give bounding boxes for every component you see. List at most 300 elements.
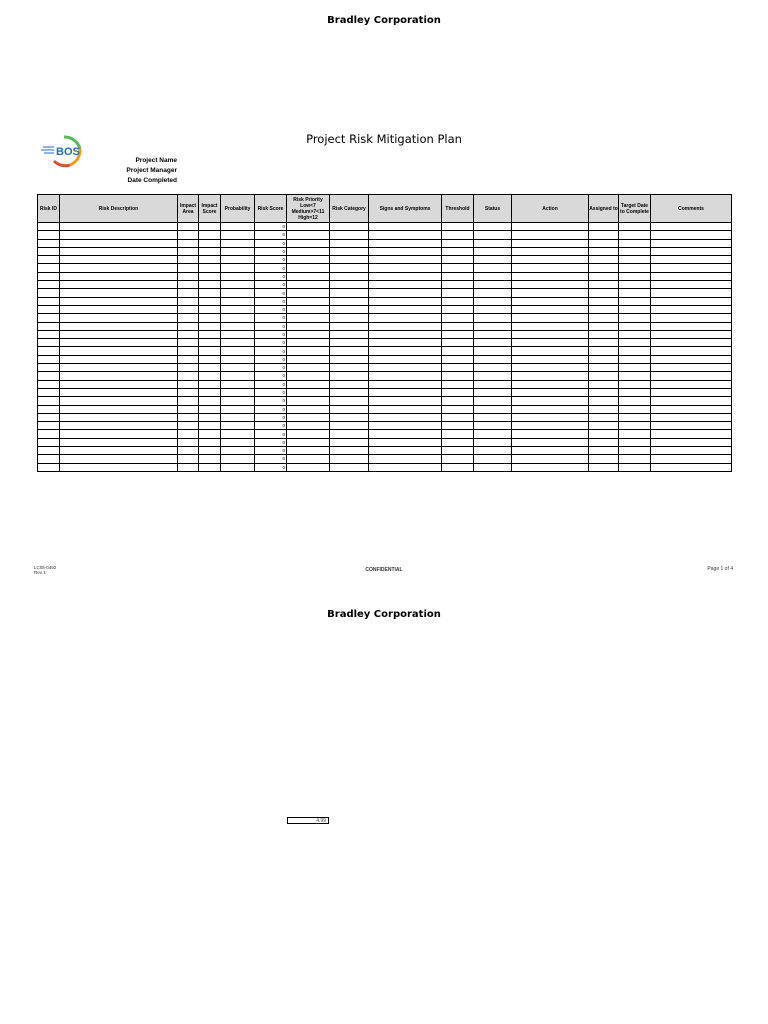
table-cell[interactable] bbox=[369, 297, 442, 305]
table-cell[interactable] bbox=[287, 247, 330, 255]
table-cell[interactable] bbox=[651, 264, 732, 272]
table-cell[interactable] bbox=[474, 372, 512, 380]
table-cell[interactable] bbox=[330, 372, 369, 380]
table-cell[interactable] bbox=[38, 322, 60, 330]
table-cell[interactable] bbox=[474, 463, 512, 471]
table-cell[interactable] bbox=[474, 364, 512, 372]
table-cell[interactable] bbox=[619, 347, 651, 355]
table-cell[interactable] bbox=[369, 281, 442, 289]
table-cell[interactable] bbox=[369, 272, 442, 280]
risk-score-cell[interactable]: 0 bbox=[255, 347, 287, 355]
table-cell[interactable] bbox=[369, 388, 442, 396]
table-cell[interactable] bbox=[442, 364, 474, 372]
table-cell[interactable] bbox=[512, 388, 589, 396]
table-cell[interactable] bbox=[442, 305, 474, 313]
risk-score-cell[interactable]: 0 bbox=[255, 223, 287, 231]
table-cell[interactable] bbox=[38, 297, 60, 305]
table-cell[interactable] bbox=[589, 314, 619, 322]
table-cell[interactable] bbox=[178, 380, 199, 388]
table-cell[interactable] bbox=[474, 347, 512, 355]
table-cell[interactable] bbox=[330, 422, 369, 430]
table-cell[interactable] bbox=[199, 430, 221, 438]
table-cell[interactable] bbox=[619, 339, 651, 347]
table-cell[interactable] bbox=[651, 305, 732, 313]
table-cell[interactable] bbox=[651, 455, 732, 463]
table-cell[interactable] bbox=[60, 339, 178, 347]
table-cell[interactable] bbox=[38, 231, 60, 239]
table-cell[interactable] bbox=[38, 463, 60, 471]
table-cell[interactable] bbox=[38, 372, 60, 380]
table-cell[interactable] bbox=[60, 347, 178, 355]
table-cell[interactable] bbox=[60, 438, 178, 446]
table-cell[interactable] bbox=[512, 231, 589, 239]
table-cell[interactable] bbox=[199, 455, 221, 463]
table-cell[interactable] bbox=[442, 372, 474, 380]
table-cell[interactable] bbox=[589, 422, 619, 430]
table-cell[interactable] bbox=[178, 463, 199, 471]
table-cell[interactable] bbox=[651, 380, 732, 388]
table-cell[interactable] bbox=[474, 281, 512, 289]
table-cell[interactable] bbox=[619, 438, 651, 446]
table-cell[interactable] bbox=[651, 339, 732, 347]
table-cell[interactable] bbox=[369, 289, 442, 297]
table-cell[interactable] bbox=[287, 264, 330, 272]
table-cell[interactable] bbox=[330, 305, 369, 313]
table-cell[interactable] bbox=[512, 239, 589, 247]
table-cell[interactable] bbox=[474, 305, 512, 313]
table-cell[interactable] bbox=[178, 339, 199, 347]
table-cell[interactable] bbox=[619, 256, 651, 264]
table-cell[interactable] bbox=[474, 455, 512, 463]
table-cell[interactable] bbox=[38, 355, 60, 363]
table-cell[interactable] bbox=[178, 330, 199, 338]
table-cell[interactable] bbox=[38, 388, 60, 396]
table-cell[interactable] bbox=[287, 305, 330, 313]
risk-score-cell[interactable]: 0 bbox=[255, 272, 287, 280]
table-cell[interactable] bbox=[199, 239, 221, 247]
table-cell[interactable] bbox=[619, 463, 651, 471]
table-cell[interactable] bbox=[330, 347, 369, 355]
table-cell[interactable] bbox=[38, 339, 60, 347]
table-cell[interactable] bbox=[221, 322, 255, 330]
table-cell[interactable] bbox=[330, 281, 369, 289]
table-cell[interactable] bbox=[330, 239, 369, 247]
table-cell[interactable] bbox=[38, 247, 60, 255]
table-cell[interactable] bbox=[38, 305, 60, 313]
table-cell[interactable] bbox=[651, 430, 732, 438]
table-cell[interactable] bbox=[619, 413, 651, 421]
table-cell[interactable] bbox=[442, 355, 474, 363]
table-cell[interactable] bbox=[589, 438, 619, 446]
table-cell[interactable] bbox=[619, 364, 651, 372]
table-cell[interactable] bbox=[330, 380, 369, 388]
table-cell[interactable] bbox=[330, 447, 369, 455]
table-cell[interactable] bbox=[287, 405, 330, 413]
table-cell[interactable] bbox=[38, 430, 60, 438]
table-cell[interactable] bbox=[651, 447, 732, 455]
table-cell[interactable] bbox=[474, 422, 512, 430]
table-cell[interactable] bbox=[221, 372, 255, 380]
table-cell[interactable] bbox=[199, 355, 221, 363]
table-cell[interactable] bbox=[178, 397, 199, 405]
table-cell[interactable] bbox=[512, 330, 589, 338]
risk-score-cell[interactable]: 0 bbox=[255, 322, 287, 330]
table-cell[interactable] bbox=[369, 339, 442, 347]
table-cell[interactable] bbox=[221, 388, 255, 396]
table-cell[interactable] bbox=[199, 256, 221, 264]
risk-score-cell[interactable]: 0 bbox=[255, 256, 287, 264]
table-cell[interactable] bbox=[287, 339, 330, 347]
table-cell[interactable] bbox=[38, 314, 60, 322]
table-cell[interactable] bbox=[60, 463, 178, 471]
table-cell[interactable] bbox=[619, 239, 651, 247]
table-cell[interactable] bbox=[512, 422, 589, 430]
table-cell[interactable] bbox=[38, 272, 60, 280]
table-cell[interactable] bbox=[651, 355, 732, 363]
table-cell[interactable] bbox=[474, 405, 512, 413]
table-cell[interactable] bbox=[60, 281, 178, 289]
table-cell[interactable] bbox=[199, 372, 221, 380]
table-cell[interactable] bbox=[619, 289, 651, 297]
table-cell[interactable] bbox=[178, 364, 199, 372]
table-cell[interactable] bbox=[221, 281, 255, 289]
table-cell[interactable] bbox=[474, 339, 512, 347]
risk-score-cell[interactable]: 0 bbox=[255, 231, 287, 239]
table-cell[interactable] bbox=[199, 413, 221, 421]
table-cell[interactable] bbox=[287, 355, 330, 363]
table-cell[interactable] bbox=[512, 405, 589, 413]
table-cell[interactable] bbox=[38, 281, 60, 289]
table-cell[interactable] bbox=[38, 223, 60, 231]
table-cell[interactable] bbox=[60, 256, 178, 264]
table-cell[interactable] bbox=[221, 231, 255, 239]
risk-score-cell[interactable]: 0 bbox=[255, 380, 287, 388]
table-cell[interactable] bbox=[442, 231, 474, 239]
table-cell[interactable] bbox=[589, 247, 619, 255]
table-cell[interactable] bbox=[619, 372, 651, 380]
table-cell[interactable] bbox=[60, 297, 178, 305]
table-cell[interactable] bbox=[178, 239, 199, 247]
table-cell[interactable] bbox=[287, 388, 330, 396]
table-cell[interactable] bbox=[442, 256, 474, 264]
table-cell[interactable] bbox=[330, 405, 369, 413]
table-cell[interactable] bbox=[287, 223, 330, 231]
risk-score-cell[interactable]: 0 bbox=[255, 438, 287, 446]
table-cell[interactable] bbox=[330, 397, 369, 405]
table-cell[interactable] bbox=[512, 256, 589, 264]
table-cell[interactable] bbox=[619, 422, 651, 430]
table-cell[interactable] bbox=[369, 430, 442, 438]
table-cell[interactable] bbox=[287, 447, 330, 455]
table-cell[interactable] bbox=[178, 314, 199, 322]
table-cell[interactable] bbox=[178, 430, 199, 438]
table-cell[interactable] bbox=[619, 297, 651, 305]
risk-score-cell[interactable]: 0 bbox=[255, 455, 287, 463]
table-cell[interactable] bbox=[178, 223, 199, 231]
table-cell[interactable] bbox=[442, 455, 474, 463]
table-cell[interactable] bbox=[442, 314, 474, 322]
table-cell[interactable] bbox=[512, 372, 589, 380]
table-cell[interactable] bbox=[369, 231, 442, 239]
table-cell[interactable] bbox=[651, 397, 732, 405]
table-cell[interactable] bbox=[474, 231, 512, 239]
table-cell[interactable] bbox=[651, 347, 732, 355]
table-cell[interactable] bbox=[651, 364, 732, 372]
table-cell[interactable] bbox=[330, 455, 369, 463]
table-cell[interactable] bbox=[199, 463, 221, 471]
table-cell[interactable] bbox=[512, 397, 589, 405]
table-cell[interactable] bbox=[60, 380, 178, 388]
table-cell[interactable] bbox=[199, 223, 221, 231]
table-cell[interactable] bbox=[442, 422, 474, 430]
table-cell[interactable] bbox=[38, 397, 60, 405]
table-cell[interactable] bbox=[178, 455, 199, 463]
table-cell[interactable] bbox=[619, 380, 651, 388]
table-cell[interactable] bbox=[619, 388, 651, 396]
table-cell[interactable] bbox=[60, 430, 178, 438]
table-cell[interactable] bbox=[619, 430, 651, 438]
table-cell[interactable] bbox=[589, 397, 619, 405]
table-cell[interactable] bbox=[199, 380, 221, 388]
table-cell[interactable] bbox=[178, 447, 199, 455]
table-cell[interactable] bbox=[330, 272, 369, 280]
table-cell[interactable] bbox=[651, 330, 732, 338]
table-cell[interactable] bbox=[60, 364, 178, 372]
table-cell[interactable] bbox=[589, 264, 619, 272]
table-cell[interactable] bbox=[589, 330, 619, 338]
table-cell[interactable] bbox=[60, 223, 178, 231]
risk-score-cell[interactable]: 0 bbox=[255, 405, 287, 413]
table-cell[interactable] bbox=[287, 438, 330, 446]
table-cell[interactable] bbox=[199, 314, 221, 322]
table-cell[interactable] bbox=[651, 223, 732, 231]
table-cell[interactable] bbox=[619, 397, 651, 405]
table-cell[interactable] bbox=[442, 380, 474, 388]
table-cell[interactable] bbox=[60, 264, 178, 272]
risk-score-cell[interactable]: 0 bbox=[255, 430, 287, 438]
table-cell[interactable] bbox=[60, 247, 178, 255]
table-cell[interactable] bbox=[474, 447, 512, 455]
table-cell[interactable] bbox=[221, 355, 255, 363]
table-cell[interactable] bbox=[369, 347, 442, 355]
table-cell[interactable] bbox=[619, 231, 651, 239]
table-cell[interactable] bbox=[221, 422, 255, 430]
table-cell[interactable] bbox=[589, 223, 619, 231]
table-cell[interactable] bbox=[651, 388, 732, 396]
table-cell[interactable] bbox=[512, 264, 589, 272]
table-cell[interactable] bbox=[38, 239, 60, 247]
table-cell[interactable] bbox=[512, 272, 589, 280]
table-cell[interactable] bbox=[442, 264, 474, 272]
table-cell[interactable] bbox=[199, 305, 221, 313]
table-cell[interactable] bbox=[589, 447, 619, 455]
table-cell[interactable] bbox=[619, 272, 651, 280]
table-cell[interactable] bbox=[221, 413, 255, 421]
table-cell[interactable] bbox=[60, 239, 178, 247]
table-cell[interactable] bbox=[178, 322, 199, 330]
table-cell[interactable] bbox=[619, 223, 651, 231]
table-cell[interactable] bbox=[199, 281, 221, 289]
table-cell[interactable] bbox=[512, 430, 589, 438]
table-cell[interactable] bbox=[442, 322, 474, 330]
table-cell[interactable] bbox=[199, 289, 221, 297]
risk-score-cell[interactable]: 0 bbox=[255, 247, 287, 255]
table-cell[interactable] bbox=[512, 355, 589, 363]
table-cell[interactable] bbox=[651, 239, 732, 247]
table-cell[interactable] bbox=[512, 413, 589, 421]
table-cell[interactable] bbox=[330, 223, 369, 231]
table-cell[interactable] bbox=[221, 247, 255, 255]
table-cell[interactable] bbox=[38, 447, 60, 455]
table-cell[interactable] bbox=[221, 430, 255, 438]
table-cell[interactable] bbox=[442, 281, 474, 289]
risk-score-cell[interactable]: 0 bbox=[255, 330, 287, 338]
table-cell[interactable] bbox=[589, 372, 619, 380]
table-cell[interactable] bbox=[474, 223, 512, 231]
table-cell[interactable] bbox=[199, 297, 221, 305]
table-cell[interactable] bbox=[330, 322, 369, 330]
table-cell[interactable] bbox=[512, 455, 589, 463]
table-cell[interactable] bbox=[287, 272, 330, 280]
table-cell[interactable] bbox=[221, 305, 255, 313]
table-cell[interactable] bbox=[60, 372, 178, 380]
table-cell[interactable] bbox=[330, 339, 369, 347]
table-cell[interactable] bbox=[651, 247, 732, 255]
table-cell[interactable] bbox=[178, 388, 199, 396]
table-cell[interactable] bbox=[60, 272, 178, 280]
table-cell[interactable] bbox=[330, 388, 369, 396]
table-cell[interactable] bbox=[287, 239, 330, 247]
table-cell[interactable] bbox=[589, 413, 619, 421]
table-cell[interactable] bbox=[589, 305, 619, 313]
table-cell[interactable] bbox=[178, 281, 199, 289]
table-cell[interactable] bbox=[330, 330, 369, 338]
table-cell[interactable] bbox=[589, 364, 619, 372]
table-cell[interactable] bbox=[38, 422, 60, 430]
table-cell[interactable] bbox=[38, 256, 60, 264]
table-cell[interactable] bbox=[369, 405, 442, 413]
table-cell[interactable] bbox=[512, 314, 589, 322]
table-cell[interactable] bbox=[474, 380, 512, 388]
table-cell[interactable] bbox=[619, 330, 651, 338]
table-cell[interactable] bbox=[474, 413, 512, 421]
table-cell[interactable] bbox=[619, 447, 651, 455]
table-cell[interactable] bbox=[442, 463, 474, 471]
table-cell[interactable] bbox=[330, 463, 369, 471]
table-cell[interactable] bbox=[287, 413, 330, 421]
table-cell[interactable] bbox=[60, 314, 178, 322]
table-cell[interactable] bbox=[442, 239, 474, 247]
table-cell[interactable] bbox=[589, 339, 619, 347]
table-cell[interactable] bbox=[474, 239, 512, 247]
table-cell[interactable] bbox=[199, 231, 221, 239]
table-cell[interactable] bbox=[221, 339, 255, 347]
table-cell[interactable] bbox=[474, 297, 512, 305]
table-cell[interactable] bbox=[442, 413, 474, 421]
table-cell[interactable] bbox=[221, 330, 255, 338]
table-cell[interactable] bbox=[651, 256, 732, 264]
table-cell[interactable] bbox=[512, 364, 589, 372]
table-cell[interactable] bbox=[330, 364, 369, 372]
table-cell[interactable] bbox=[512, 297, 589, 305]
table-cell[interactable] bbox=[651, 405, 732, 413]
table-cell[interactable] bbox=[474, 314, 512, 322]
table-cell[interactable] bbox=[199, 405, 221, 413]
table-cell[interactable] bbox=[512, 463, 589, 471]
table-cell[interactable] bbox=[442, 247, 474, 255]
table-cell[interactable] bbox=[287, 422, 330, 430]
table-cell[interactable] bbox=[287, 256, 330, 264]
table-cell[interactable] bbox=[369, 372, 442, 380]
table-cell[interactable] bbox=[330, 314, 369, 322]
table-cell[interactable] bbox=[651, 231, 732, 239]
table-cell[interactable] bbox=[369, 422, 442, 430]
table-cell[interactable] bbox=[287, 455, 330, 463]
table-cell[interactable] bbox=[442, 339, 474, 347]
table-cell[interactable] bbox=[38, 264, 60, 272]
table-cell[interactable] bbox=[60, 397, 178, 405]
risk-score-cell[interactable]: 0 bbox=[255, 239, 287, 247]
table-cell[interactable] bbox=[178, 405, 199, 413]
table-cell[interactable] bbox=[651, 463, 732, 471]
table-cell[interactable] bbox=[287, 281, 330, 289]
risk-score-cell[interactable]: 0 bbox=[255, 305, 287, 313]
table-cell[interactable] bbox=[199, 388, 221, 396]
table-cell[interactable] bbox=[60, 231, 178, 239]
risk-score-cell[interactable]: 0 bbox=[255, 413, 287, 421]
table-cell[interactable] bbox=[442, 347, 474, 355]
table-cell[interactable] bbox=[442, 297, 474, 305]
table-cell[interactable] bbox=[442, 430, 474, 438]
table-cell[interactable] bbox=[589, 388, 619, 396]
table-cell[interactable] bbox=[38, 413, 60, 421]
table-cell[interactable] bbox=[512, 447, 589, 455]
table-cell[interactable] bbox=[287, 397, 330, 405]
table-cell[interactable] bbox=[287, 430, 330, 438]
table-cell[interactable] bbox=[619, 405, 651, 413]
table-cell[interactable] bbox=[589, 455, 619, 463]
table-cell[interactable] bbox=[651, 438, 732, 446]
table-cell[interactable] bbox=[199, 322, 221, 330]
table-cell[interactable] bbox=[512, 305, 589, 313]
table-cell[interactable] bbox=[442, 397, 474, 405]
table-cell[interactable] bbox=[589, 347, 619, 355]
table-cell[interactable] bbox=[512, 380, 589, 388]
table-cell[interactable] bbox=[369, 455, 442, 463]
table-cell[interactable] bbox=[474, 438, 512, 446]
table-cell[interactable] bbox=[651, 314, 732, 322]
table-cell[interactable] bbox=[369, 223, 442, 231]
risk-score-cell[interactable]: 0 bbox=[255, 297, 287, 305]
table-cell[interactable] bbox=[60, 422, 178, 430]
table-cell[interactable] bbox=[369, 355, 442, 363]
table-cell[interactable] bbox=[474, 256, 512, 264]
table-cell[interactable] bbox=[474, 330, 512, 338]
risk-score-cell[interactable]: 0 bbox=[255, 422, 287, 430]
table-cell[interactable] bbox=[199, 330, 221, 338]
table-cell[interactable] bbox=[369, 239, 442, 247]
table-cell[interactable] bbox=[442, 272, 474, 280]
risk-score-cell[interactable]: 0 bbox=[255, 264, 287, 272]
table-cell[interactable] bbox=[221, 297, 255, 305]
table-cell[interactable] bbox=[330, 413, 369, 421]
table-cell[interactable] bbox=[38, 364, 60, 372]
table-cell[interactable] bbox=[442, 438, 474, 446]
table-cell[interactable] bbox=[369, 447, 442, 455]
table-cell[interactable] bbox=[287, 364, 330, 372]
risk-score-cell[interactable]: 0 bbox=[255, 364, 287, 372]
table-cell[interactable] bbox=[221, 380, 255, 388]
